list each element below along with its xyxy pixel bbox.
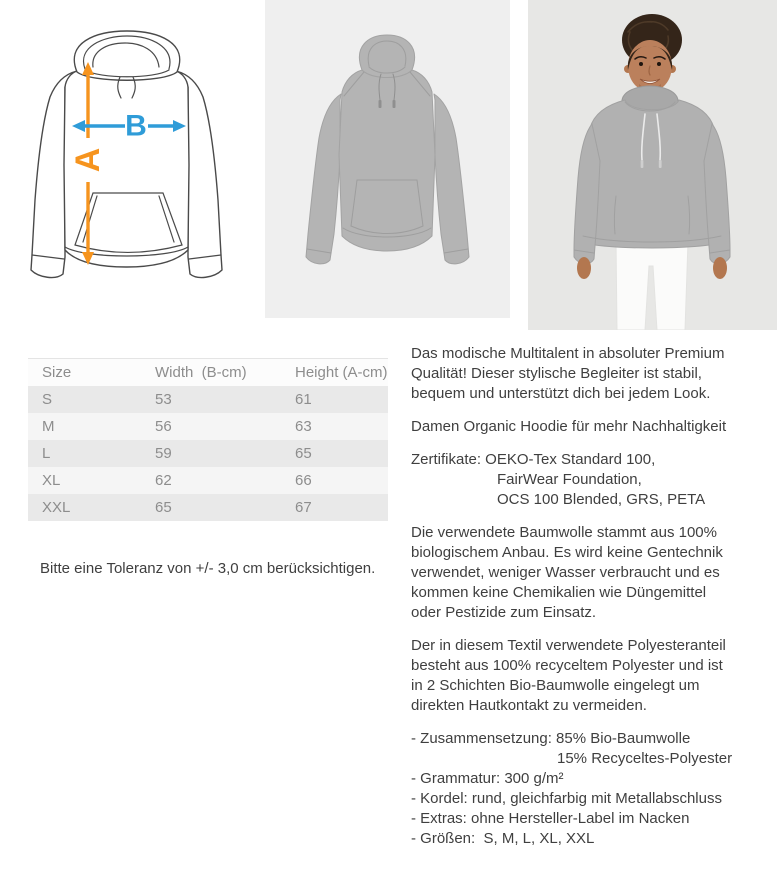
product-description: [411, 344, 773, 849]
spec-item: - Zusammensetzung: 85% Bio-Baumwolle: [411, 730, 691, 747]
text-line: Der in diesem Textil verwendete Polyesteranteil: [411, 637, 726, 654]
flat-product-photo: [265, 0, 510, 318]
text-line: oder Pestizide zum Einsatz.: [411, 604, 597, 621]
spec-item: - Kordel: rund, gleichfarbig mit Metallabschluss: [411, 790, 722, 807]
table-row: [28, 386, 388, 413]
text-line: Zertifikate: OEKO-Tex Standard 100,: [411, 451, 656, 468]
width-column-header: Width (B-cm): [155, 363, 247, 381]
text-line: kommen keine Chemikalien wie Düngemittel: [411, 584, 707, 601]
certificates-paragraph: [411, 450, 773, 510]
text-line: in 2 Schichten Bio-Baumwolle eingelegt um: [411, 677, 700, 694]
size-column-header: Size: [42, 363, 72, 381]
text-line: Die verwendete Baumwolle stammt aus 100%: [411, 524, 717, 541]
model-image: [528, 0, 777, 330]
spec-item: - Größen: S, M, L, XL, XXL: [411, 830, 595, 847]
intro-paragraph: [411, 344, 773, 404]
spec-item: - Extras: ohne Hersteller-Label im Nacken: [411, 810, 690, 827]
table-row: [28, 494, 388, 521]
text-line: verwendet, weniger Wasser verbraucht und es: [411, 564, 720, 581]
table-row: [28, 440, 388, 467]
width-cell: 59: [155, 444, 172, 462]
text-line: Damen Organic Hoodie für mehr Nachhaltigkeit: [411, 418, 727, 435]
flat-hoodie-image: [265, 0, 510, 318]
text-line: besteht aus 100% recyceltem Polyester und ist: [411, 657, 723, 674]
size-diagram: [25, 25, 240, 290]
size-cell: S: [42, 390, 53, 408]
text-line: bequem und unterstützt dich bei jedem Look.: [411, 385, 711, 402]
measure-label-a: A: [69, 147, 107, 173]
spec-item: - Grammatur: 300 g/m²: [411, 770, 564, 787]
model-product-photo: [528, 0, 777, 330]
height-cell: 66: [295, 471, 312, 489]
width-cell: 53: [155, 390, 172, 408]
text-line: FairWear Foundation,: [497, 471, 642, 488]
height-column-header: Height (A-cm): [295, 363, 388, 381]
size-cell: XL: [42, 471, 61, 489]
size-cell: M: [42, 417, 55, 435]
table-row: [28, 467, 388, 494]
size-table: [28, 358, 388, 521]
size-table-header-row: [28, 359, 388, 386]
size-cell: L: [42, 444, 51, 462]
polyester-paragraph: [411, 636, 773, 716]
sustainability-paragraph: [411, 417, 773, 437]
text-line: biologischem Anbau. Es wird keine Gentechnik: [411, 544, 723, 561]
text-line: OCS 100 Blended, GRS, PETA: [497, 491, 706, 508]
height-cell: 61: [295, 390, 312, 408]
text-line: direkten Hautkontakt zu vermeiden.: [411, 697, 647, 714]
table-row: [28, 413, 388, 440]
cotton-paragraph: [411, 523, 773, 623]
text-line: Qualität! Dieser stylische Begleiter ist stabil,: [411, 365, 702, 382]
width-cell: 62: [155, 471, 172, 489]
measure-label-b: B: [125, 109, 147, 143]
spec-item: 15% Recyceltes-Polyester: [557, 750, 733, 767]
width-cell: 65: [155, 498, 172, 516]
height-cell: 63: [295, 417, 312, 435]
width-cell: 56: [155, 417, 172, 435]
spec-list: [411, 729, 773, 849]
height-cell: 67: [295, 498, 312, 516]
height-cell: 65: [295, 444, 312, 462]
hoodie-outline-drawing: [25, 25, 240, 290]
tolerance-note: Bitte eine Toleranz von +/- 3,0 cm berücksichtigen.: [40, 560, 376, 577]
text-line: Das modische Multitalent in absoluter Premium: [411, 345, 725, 362]
size-cell: XXL: [42, 498, 71, 516]
